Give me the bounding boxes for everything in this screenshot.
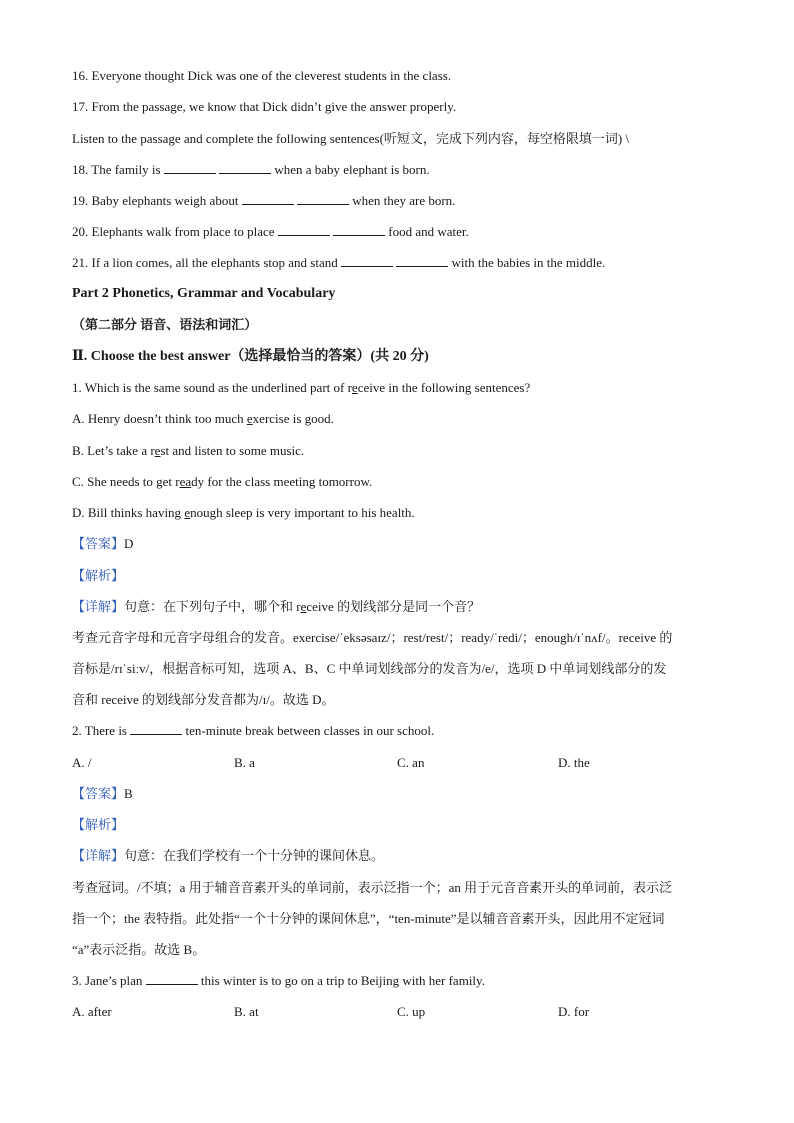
- q2-detail-4: “a”表示泛指。故选 B。: [72, 942, 206, 957]
- answer-tag: 【答案】: [72, 786, 125, 801]
- q1-detail-1-pre: 句意：在下列句子中，哪个和 r: [124, 599, 301, 614]
- q1-detail-1-post: ceive 的划线部分是同一个音？: [306, 599, 481, 614]
- question-20-text-end: food and water.: [388, 224, 469, 239]
- q1-opt-d-pre: D. Bill thinks having: [72, 505, 185, 520]
- q1-opt-b-pre: B. Let’s take a r: [72, 443, 155, 458]
- q2-detail-2: 考查冠词。/不填；a 用于辅音音素开头的单词前，表示泛指一个；an 用于元音音素开头的单词前，表示泛: [72, 880, 673, 895]
- answer-blank[interactable]: [333, 223, 385, 236]
- q2-stem-post: ten-minute break between classes in our school.: [185, 723, 435, 738]
- q2-answer: [72, 785, 133, 803]
- answer-blank[interactable]: [278, 223, 330, 236]
- section-title: Ⅱ. Choose the best answer（选择最恰当的答案）(共 20 分): [72, 349, 429, 364]
- question-1-option-a[interactable]: [72, 410, 334, 428]
- question-21-text: 21. If a lion comes, all the elephants stop and stand: [72, 255, 338, 270]
- answer-value: B: [124, 786, 133, 801]
- q2-detail-1-text: 句意：在我们学校有一个十分钟的课间休息。: [124, 848, 385, 863]
- question-3-stem: [72, 972, 485, 990]
- part2-title: Part 2 Phonetics, Grammar and Vocabulary: [72, 286, 336, 301]
- q2-option-c[interactable]: C. an: [397, 755, 425, 770]
- question-1-stem: [72, 379, 530, 397]
- q1-opt-b-underline: e: [154, 443, 161, 458]
- q1-answer: [72, 535, 133, 553]
- q2-detail-1: [72, 847, 384, 865]
- answer-blank[interactable]: [130, 722, 182, 735]
- q2-option-d[interactable]: D. the: [558, 755, 590, 770]
- detail-tag: 【详解】: [72, 848, 125, 863]
- q2-analysis-tag: 【解析】: [72, 817, 125, 832]
- q1-opt-c-post: dy for the class meeting tomorrow.: [191, 474, 373, 489]
- q1-opt-d-underline: e: [184, 505, 191, 520]
- answer-blank[interactable]: [146, 972, 198, 985]
- q3-option-a[interactable]: A. after: [72, 1004, 112, 1019]
- q1-opt-a-post: xercise is good.: [252, 411, 334, 426]
- answer-tag: 【答案】: [72, 536, 125, 551]
- question-19: [72, 192, 455, 210]
- question-2-stem: [72, 722, 434, 740]
- question-18-text-end: when a baby elephant is born.: [274, 162, 430, 177]
- q2-option-b[interactable]: B. a: [234, 755, 255, 770]
- question-18-text: 18. The family is: [72, 162, 161, 177]
- q1-opt-d-post: nough sleep is very important to his health.: [190, 505, 415, 520]
- q3-option-b[interactable]: B. at: [234, 1004, 259, 1019]
- listening-instruction: Listen to the passage and complete the following sentences(听短文，完成下列内容，每空格限填一词) \: [72, 131, 630, 146]
- q1-opt-a-pre: A. Henry doesn’t think too much: [72, 411, 247, 426]
- q1-detail-4: 音和 receive 的划线部分发音都为/ɪ/。故选 D。: [72, 692, 335, 707]
- q2-option-a[interactable]: A. /: [72, 755, 92, 770]
- q1-opt-c-underline: ea: [179, 474, 192, 489]
- detail-tag: 【详解】: [72, 599, 125, 614]
- q1-detail-3: 音标是/rɪˈsiːv/，根据音标可知，选项 A、B、C 中单词划线部分的发音为/e/，选项 D 中单词划线部分的发: [72, 661, 667, 676]
- q1-detail-1-underline: e: [300, 599, 307, 614]
- question-20-text: 20. Elephants walk from place to place: [72, 224, 275, 239]
- answer-blank[interactable]: [341, 254, 393, 267]
- question-20: [72, 223, 469, 241]
- q1-opt-c-pre: C. She needs to get r: [72, 474, 180, 489]
- q3-stem-post: this winter is to go on a trip to Beijing with her family.: [200, 973, 485, 988]
- answer-blank[interactable]: [164, 161, 216, 174]
- question-18: [72, 161, 430, 179]
- q1-stem-post: ceive in the following sentences?: [357, 380, 531, 395]
- question-21-text-end: with the babies in the middle.: [451, 255, 606, 270]
- answer-value: D: [124, 536, 134, 551]
- question-19-text-end: when they are born.: [352, 193, 456, 208]
- answer-blank[interactable]: [396, 254, 448, 267]
- q2-detail-3: 指一个；the 表特指。此处指“一个十分钟的课间休息”，“ten-minute”是以辅音音素开头，因此用不定冠词: [72, 911, 665, 926]
- q2-stem-pre: 2. There is: [72, 723, 127, 738]
- q1-detail-2: 考查元音字母和元音字母组合的发音。exercise/ˈeksəsaɪz/；rest/rest/；ready/ˈredi/；enough/ɪˈnʌf/。receive 的: [72, 630, 673, 645]
- question-1-option-d[interactable]: [72, 504, 415, 522]
- q1-stem-underline: e: [351, 380, 358, 395]
- answer-blank[interactable]: [297, 192, 349, 205]
- answer-blank[interactable]: [219, 161, 271, 174]
- question-1-option-c[interactable]: [72, 473, 372, 491]
- question-21: [72, 254, 605, 272]
- q3-option-c[interactable]: C. up: [397, 1004, 426, 1019]
- question-1-option-b[interactable]: [72, 442, 304, 460]
- q1-opt-a-underline: e: [246, 411, 253, 426]
- q1-stem-pre: 1. Which is the same sound as the underlined part of r: [72, 380, 352, 395]
- part2-subtitle: （第二部分 语音、语法和词汇）: [72, 317, 258, 332]
- q3-option-d[interactable]: D. for: [558, 1004, 590, 1019]
- question-17: 17. From the passage, we know that Dick didn’t give the answer properly.: [72, 99, 457, 114]
- q3-stem-pre: 3. Jane’s plan: [72, 973, 143, 988]
- question-19-text: 19. Baby elephants weigh about: [72, 193, 239, 208]
- question-16: 16. Everyone thought Dick was one of the cleverest students in the class.: [72, 68, 452, 83]
- q1-detail-1: [72, 598, 480, 616]
- q1-opt-b-post: st and listen to some music.: [160, 443, 305, 458]
- q1-analysis-tag: 【解析】: [72, 568, 125, 583]
- answer-blank[interactable]: [242, 192, 294, 205]
